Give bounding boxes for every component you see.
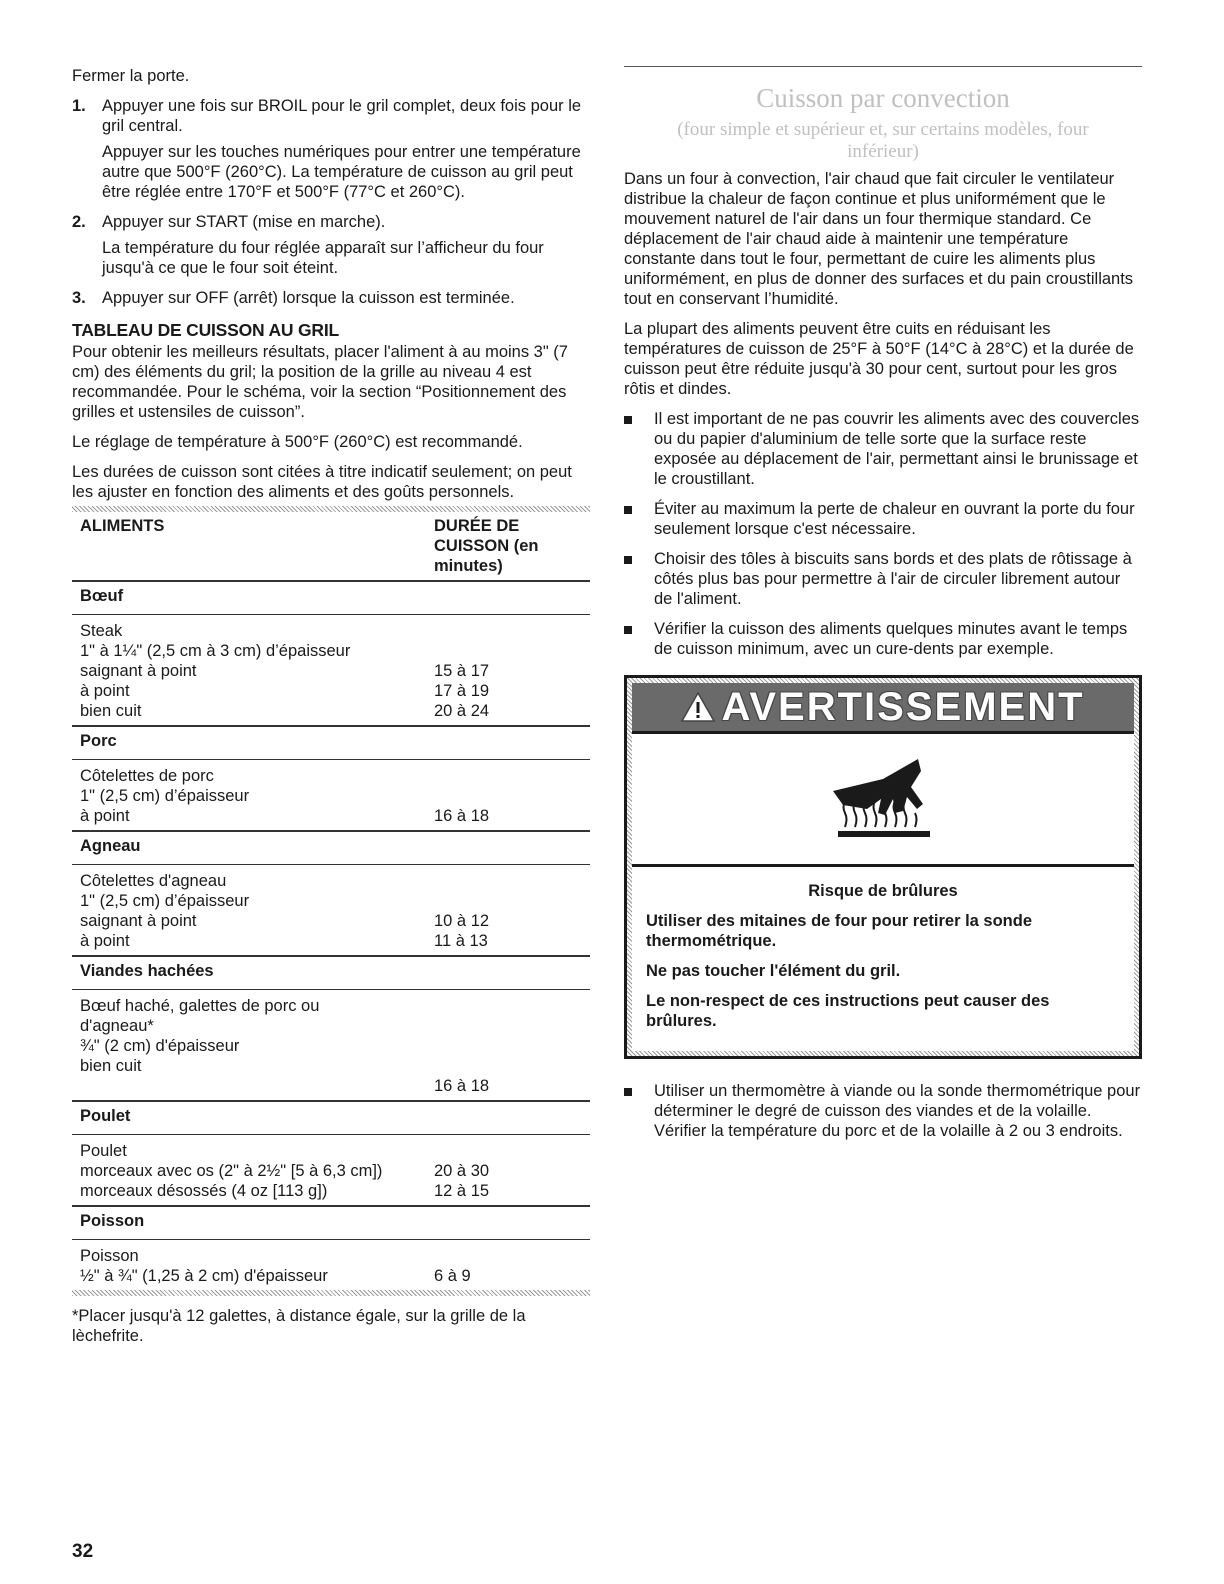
- category-label: Viandes hachées: [72, 956, 590, 990]
- bullet-square-icon: [624, 619, 654, 659]
- warning-line: Le non-respect de ces instructions peut causer des brûlures.: [646, 992, 1050, 1030]
- table-header: [72, 512, 590, 581]
- cooking-time: 16 à 18: [434, 807, 490, 825]
- section-title: Cuisson par convection: [756, 83, 1010, 113]
- paragraph: Pour obtenir les meilleurs résultats, placer l'aliment à au moins 3" (7 cm) des éléments du gril; la position de la grille au niveau 4 est recommandée. Pour le schéma, voir la section “Positionnement des grilles et ustensiles de cuisson”.: [72, 343, 568, 421]
- section-title: TABLEAU DE CUISSON AU GRIL: [72, 320, 340, 340]
- category-label: Bœuf: [72, 581, 590, 615]
- food-description: Steak 1" à 1¼" (2,5 cm à 3 cm) d’épaisseur saignant à point à point bien cuit: [80, 622, 351, 720]
- category-label: Poulet: [72, 1101, 590, 1135]
- warning-title: Risque de brûlures: [808, 882, 958, 900]
- step-text: Appuyer sur START (mise en marche).: [102, 213, 386, 231]
- bullet-item: Vérifier la cuisson des aliments quelques minutes avant le temps de cuisson minimum, avec un cure-dents par exemple.: [624, 619, 1142, 659]
- step-text: Appuyer une fois sur BROIL pour le gril complet, deux fois pour le gril central.: [102, 97, 582, 135]
- food-description: Poulet morceaux avec os (2" à 2½" [5 à 6,3 cm]) morceaux désossés (4 oz [113 g]): [80, 1142, 383, 1200]
- table-row: [72, 1240, 590, 1291]
- table-row: [72, 990, 590, 1102]
- section-subtitle: (four simple et supérieur et, sur certains modèles, four inférieur): [677, 119, 1089, 162]
- broil-table: [72, 512, 590, 1290]
- category-label: Agneau: [72, 831, 590, 865]
- warning-box: [624, 675, 1142, 1059]
- paragraph: La plupart des aliments peuvent être cuits en réduisant les températures de cuisson de 25°F à 50°F (14°C à 28°C) et la durée de cuisson peut être réduite jusqu'à 30 pour cent, surtout pour les gros rôtis et dindes.: [624, 320, 1134, 398]
- bullet-square-icon: [624, 409, 654, 489]
- table-category-row: [72, 1101, 590, 1135]
- page-number: 32: [72, 1541, 94, 1562]
- step-number: 1.: [72, 97, 86, 115]
- footnote: *Placer jusqu'à 12 galettes, à distance égale, sur la grille de la lèchefrite.: [72, 1307, 526, 1345]
- step-detail: La température du four réglée apparaît sur l’afficheur du four jusqu'à ce que le four soit éteint.: [102, 239, 544, 277]
- table-category-row: [72, 831, 590, 865]
- table-body: [72, 581, 590, 1290]
- step-number: 3.: [72, 289, 86, 307]
- step-3: [72, 288, 590, 308]
- category-label: Porc: [72, 726, 590, 760]
- bullet-item: Éviter au maximum la perte de chaleur en ouvrant la porte du four seulement lorsque c'est nécessaire.: [624, 499, 1142, 539]
- category-label: Poisson: [72, 1206, 590, 1240]
- step-text: Appuyer sur OFF (arrêt) lorsque la cuisson est terminée.: [102, 289, 515, 307]
- table-row: [72, 615, 590, 727]
- table-category-row: [72, 1206, 590, 1240]
- burn-hazard-icon: [632, 731, 1134, 867]
- table-category-row: [72, 956, 590, 990]
- warning-line: Utiliser des mitaines de four pour retirer la sonde thermométrique.: [646, 912, 1033, 950]
- food-description: Poisson ½" à ¾" (1,25 à 2 cm) d'épaisseur: [80, 1247, 328, 1285]
- right-column: [624, 66, 1142, 1151]
- cooking-time: 15 à 17 17 à 19 20 à 24: [434, 662, 490, 720]
- warning-header-text: AVERTISSEMENT: [721, 685, 1085, 729]
- warning-body: [632, 867, 1134, 1051]
- table-row: [72, 865, 590, 957]
- food-description: Côtelettes de porc 1" (2,5 cm) d’épaisseur à point: [80, 767, 250, 825]
- paragraph: Le réglage de température à 500°F (260°C) est recommandé.: [72, 433, 523, 451]
- intro-text: Fermer la porte.: [72, 67, 190, 85]
- cooking-time: 20 à 30 12 à 15: [434, 1162, 490, 1200]
- food-description: Bœuf haché, galettes de porc ou d'agneau* ¾" (2 cm) d'épaisseur bien cuit: [80, 997, 320, 1075]
- table-bottom-rule: [72, 1290, 590, 1296]
- left-column: [72, 66, 590, 1356]
- header-aliments: ALIMENTS: [80, 517, 165, 535]
- step-2: [72, 212, 590, 232]
- food-description: Côtelettes d'agneau 1" (2,5 cm) d’épaisseur saignant à point à point: [80, 872, 250, 950]
- table-category-row: [72, 726, 590, 760]
- cooking-time: 10 à 12 11 à 13: [434, 912, 490, 950]
- bullet-square-icon: [624, 549, 654, 609]
- table-row: [72, 760, 590, 832]
- bullet-item: Choisir des tôles à biscuits sans bords et des plats de rôtissage à côtés plus bas pour permettre à l'air de circuler librement autour de l'aliment.: [624, 549, 1142, 609]
- cooking-time: 6 à 9: [434, 1267, 471, 1285]
- bullet-square-icon: [624, 1081, 654, 1141]
- warning-line: Ne pas toucher l'élément du gril.: [646, 962, 901, 980]
- top-rule: [624, 66, 1142, 67]
- cooking-time: 16 à 18: [434, 1077, 490, 1095]
- table-row: [72, 1135, 590, 1207]
- step-number: 2.: [72, 213, 86, 231]
- bullet-item: Il est important de ne pas couvrir les aliments avec des couvercles ou du papier d'aluminium de telle sorte que la surface reste exposée au déplacement de l'air, permettant ainsi le brunissage et le croustillant.: [624, 409, 1142, 489]
- paragraph: Dans un four à convection, l'air chaud que fait circuler le ventilateur distribue la chaleur de façon continue et plus uniformément que le mouvement naturel de l'air dans un four thermique standard. Ce déplacement de l'air chaud aide à maintenir une température constante dans tout le four, permettant de cuire les aliments plus uniformément, en plus de donner des surfaces et du pain croustillants tout en conservant l’humidité.: [624, 170, 1134, 308]
- warning-triangle-icon: [681, 692, 715, 722]
- table-category-row: [72, 581, 590, 615]
- paragraph: Les durées de cuisson sont citées à titre indicatif seulement; on peut les ajuster en fonction des aliments et des goûts personnels.: [72, 463, 572, 501]
- bullet-square-icon: [624, 499, 654, 539]
- bullet-item: Utiliser un thermomètre à viande ou la sonde thermométrique pour déterminer le degré de cuisson des viandes et de la volaille. Vérifier la température du porc et de la volaille à 2 ou 3 endroits.: [624, 1081, 1142, 1141]
- warning-header: [632, 683, 1134, 731]
- header-duree: DURÉE DE CUISSON (en minutes): [434, 517, 539, 575]
- step-detail: Appuyer sur les touches numériques pour entrer une température autre que 500°F (260°C). La température de cuisson au gril peut être réglée entre 170°F et 500°F (77°C et 260°C).: [102, 143, 581, 201]
- step-1: [72, 96, 590, 136]
